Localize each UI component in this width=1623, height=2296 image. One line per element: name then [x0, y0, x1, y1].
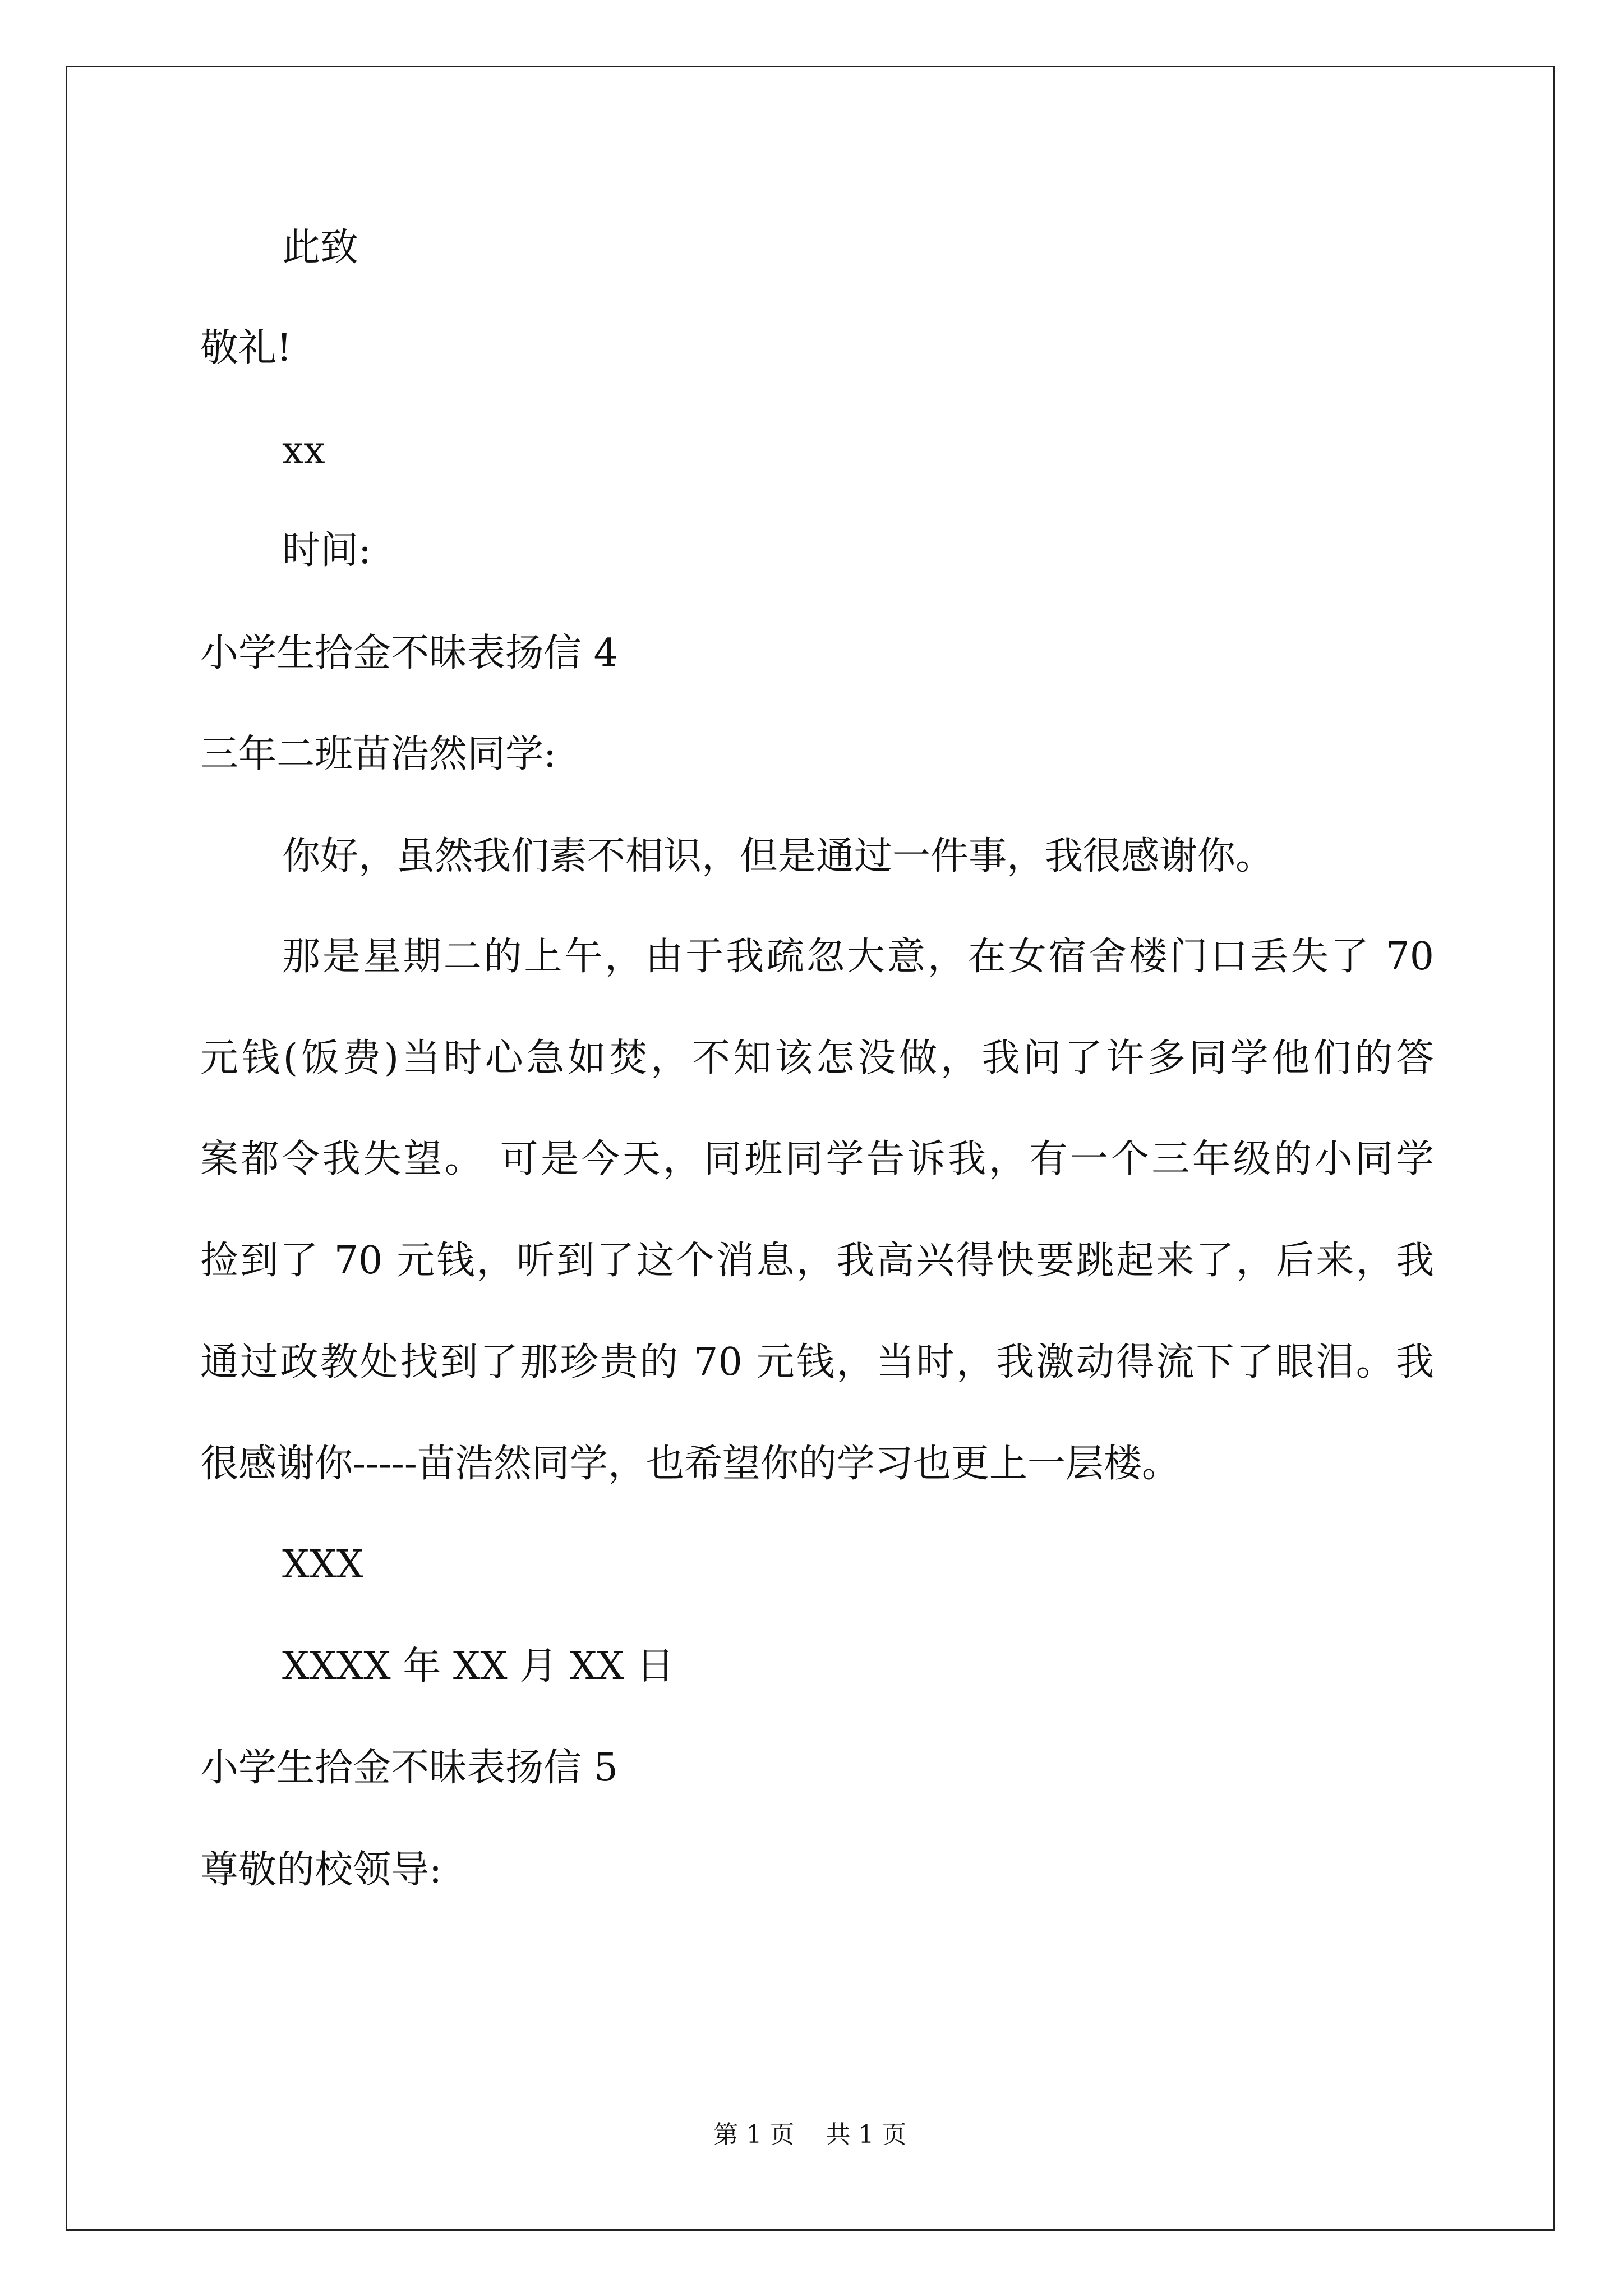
- recipient-4: 三年二班苗浩然同学:: [200, 732, 556, 776]
- page-footer: [67, 2120, 1553, 2149]
- paragraph-line: 通过政教处找到了那珍贵的 70 元钱，当时，我激动得流下了眼泪。我: [200, 1340, 1434, 1384]
- paragraph-greeting: 你好，虽然我们素不相识，但是通过一件事，我很感谢你。: [282, 834, 1274, 878]
- closing-line-1: 此致: [282, 226, 359, 270]
- closing-line-2: 敬礼!: [200, 326, 292, 370]
- paragraph-line: 案都令我失望。 可是今天，同班同学告诉我，有一个三年级的小同学: [200, 1137, 1434, 1181]
- page-number: 第 1 页 共 1 页: [713, 2120, 907, 2149]
- paragraph-line: 很感谢你-----苗浩然同学，也希望你的学习也更上一层楼。: [200, 1442, 1180, 1486]
- signer-name-2: XXX: [282, 1543, 364, 1587]
- time-label: 时间:: [282, 528, 371, 573]
- letter-title-4: 小学生拾金不昧表扬信 4: [200, 631, 618, 675]
- recipient-5: 尊敬的校领导:: [200, 1848, 442, 1892]
- signer-name: xx: [282, 429, 325, 473]
- paragraph-line: 捡到了 70 元钱，听到了这个消息，我高兴得快要跳起来了，后来，我: [200, 1239, 1434, 1283]
- letter-title-5: 小学生拾金不昧表扬信 5: [200, 1746, 618, 1790]
- page-frame: [66, 66, 1555, 2231]
- letter-body: [67, 67, 1553, 2229]
- paragraph-line: 那是星期二的上午，由于我疏忽大意，在女宿舍楼门口丢失了 70: [282, 935, 1434, 979]
- letter-date: XXXX 年 XX 月 XX 日: [282, 1644, 675, 1688]
- paragraph-line: 元钱(饭费)当时心急如焚，不知该怎没做，我问了许多同学他们的答: [200, 1036, 1434, 1080]
